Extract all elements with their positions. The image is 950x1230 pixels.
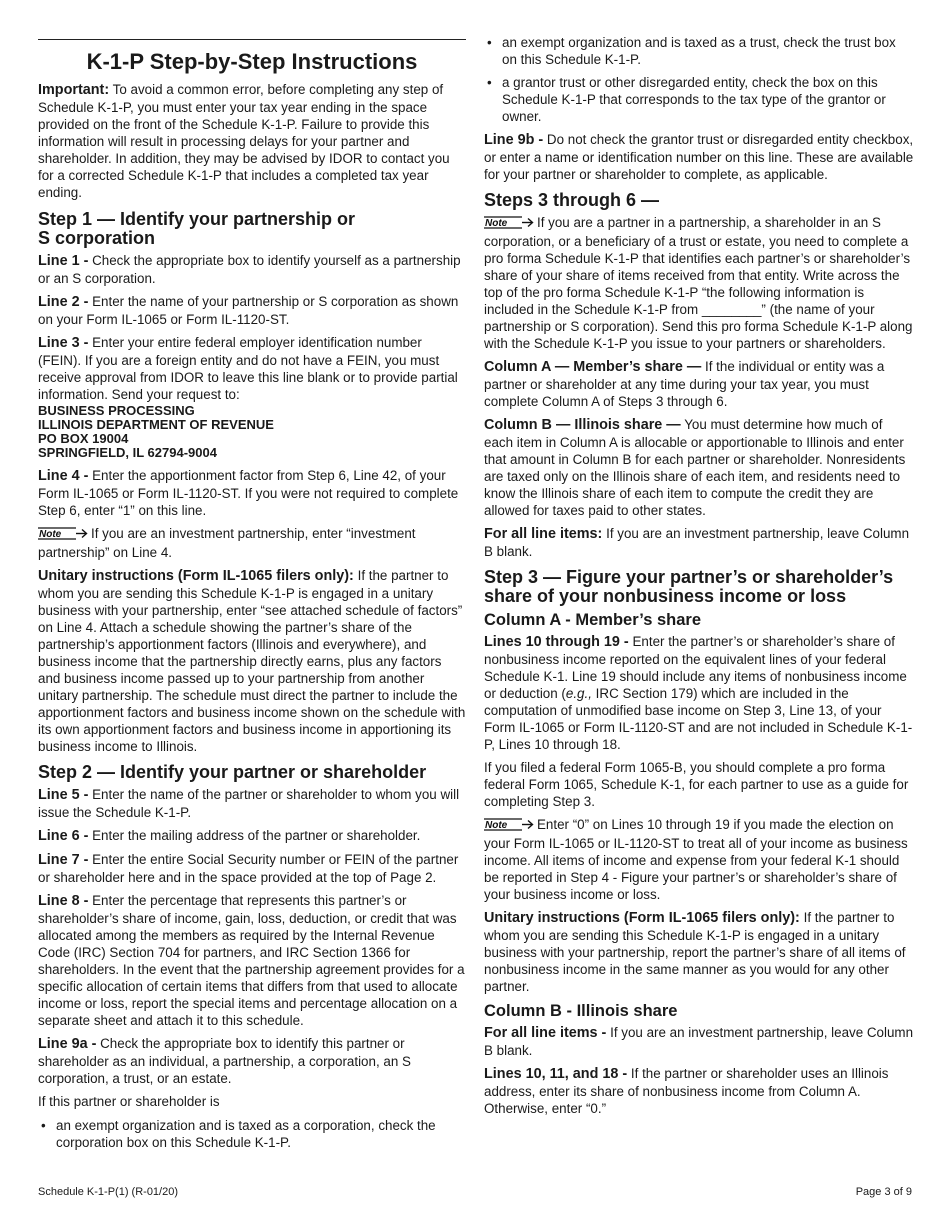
line4-text: Enter the apportionment factor from Step 6, Line 42, of your Form IL-1065 or Form IL-1120-ST. If you were not required to complete Step 6, enter “1” on this line. xyxy=(38,468,459,518)
note-paragraph xyxy=(38,525,466,561)
address-line: SPRINGFIELD, IL 62794-9004 xyxy=(38,445,217,460)
list-item: • an exempt organization and is taxed as a corporation, check the corporation box on this Schedule K-1-P. xyxy=(41,1118,436,1150)
page-title: K-1-P Step-by-Step Instructions xyxy=(86,49,418,74)
step1-heading-line2: S corporation xyxy=(38,228,156,248)
all-items-text: If you are an investment partnership, leave Column B blank. xyxy=(484,526,910,559)
if-paragraph: If this partner or shareholder is xyxy=(38,1094,220,1109)
line5-label: Line 5 - xyxy=(38,787,89,803)
address-line: BUSINESS PROCESSING xyxy=(38,403,195,418)
line3-paragraph xyxy=(38,334,466,403)
line8-label: Line 8 - xyxy=(38,893,89,909)
colA-text: If the individual or entity was a partner or shareholder at any time during your tax year, you must complete Column A of Steps 3 through 6. xyxy=(484,359,885,409)
step3-unitary-text: If the partner to whom you are sending this Schedule K-1-P is engaged in a unitary business with your partnership, report the partner’s share of all items of nonbusiness income in the same manner as you would for any other partner. xyxy=(484,910,906,994)
line9b-label: Line 9b - xyxy=(484,132,544,148)
steps3to6-heading: Steps 3 through 6 — xyxy=(484,190,660,210)
lines10-11-18-paragraph xyxy=(484,1065,914,1117)
all-items-label: For all line items: xyxy=(484,526,603,542)
svg-text:Note: Note xyxy=(39,529,62,540)
right-column xyxy=(484,34,914,1123)
step3-unitary-label: Unitary instructions (Form IL-1065 filers only): xyxy=(484,910,800,926)
lines10-11-18-label: Lines 10, 11, and 18 - xyxy=(484,1066,628,1082)
important-label: Important: xyxy=(38,82,110,98)
line8-text: Enter the percentage that represents this partner’s or shareholder’s share of income, gain, loss, deduction, or credit that was allocated among the members as required by the Internal Revenue Code (IRC) Section 704 for partners, and IRC Section 1366 for shareholders. In the event that the partnership agreement provides for a specific allocation of certain items that differs from that used to allocate income or loss, report the special items and percentage allocation on a separate sheet and attach it to this schedule. xyxy=(38,893,465,1028)
line9b-text: Do not check the grantor trust or disregarded entity checkbox, or enter a name or identification number on this line. These are available for your partner or shareholder to complete, as applicable. xyxy=(484,132,914,182)
step3-unitary-paragraph xyxy=(484,909,914,995)
eg-text: e.g., xyxy=(565,686,592,701)
all-items-paragraph xyxy=(484,525,914,560)
line6-text: Enter the mailing address of the partner or shareholder. xyxy=(92,828,421,843)
bullet-text: an exempt organization and is taxed as a corporation, check the corporation box on this Schedule K-1-P. xyxy=(56,1118,436,1150)
step3-heading-line1: Step 3 — Figure your partner’s or shareholder’s xyxy=(484,567,894,587)
line9a-paragraph xyxy=(38,1035,466,1087)
address-line: PO BOX 19004 xyxy=(38,431,129,446)
line1-label: Line 1 - xyxy=(38,253,89,269)
lines10-19-text-end: IRC Section 179) which are included in the computation of unmodified base income on Step 3, Line 13, of your Form IL-1065 or Form IL-1120-ST and are not included in Schedule K-1-P, Lines 10 through 18. xyxy=(484,686,913,752)
lines10-19-text: Enter the partner’s or shareholder’s share of nonbusiness income reported on the equivalent lines of your federal Schedule K-1. Line 19 should include any items of nonbusiness income or deduction ( xyxy=(484,634,907,701)
bullet-text: an exempt organization and is taxed as a trust, check the trust box on this Schedule K-1-P. xyxy=(502,35,896,67)
bullet-text: a grantor trust or other disregarded entity, check the box on this Schedule K-1-P that corresponds to the tax type of the grantor or owner. xyxy=(502,75,886,124)
lines10-19-label: Lines 10 through 19 - xyxy=(484,634,629,650)
line9a-label: Line 9a - xyxy=(38,1036,97,1052)
step3-all-items-text: If you are an investment partnership, leave Column B blank. xyxy=(484,1025,914,1058)
svg-text:Note: Note xyxy=(485,218,508,229)
step2-heading: Step 2 — Identify your partner or shareholder xyxy=(38,762,427,782)
important-paragraph xyxy=(38,81,466,201)
entity-bullet-list-continued xyxy=(484,34,914,125)
important-text: To avoid a common error, before completing any step of Schedule K-1-P, you must enter your tax year ending in the space provided on the front of the Schedule K-1-P. Failure to provide this information will result in processing delays for your partner and shareholder. In addition, they may be advised by IDOR to contact you for a corrected Schedule K-1-P that includes a completed tax year ending. xyxy=(38,82,450,200)
note-icon xyxy=(484,818,534,835)
address-line: ILLINOIS DEPARTMENT OF REVENUE xyxy=(38,417,274,432)
line4-label: Line 4 - xyxy=(38,468,89,484)
line5-paragraph xyxy=(38,786,466,821)
unitary-paragraph xyxy=(38,567,466,755)
line2-paragraph xyxy=(38,293,466,328)
colB-text: You must determine how much of each item in Column A is allocable or apportionable to Illinois and enter that amount in Column B for each partner or shareholder. Nonresidents are taxed only on the Illinois share of each item, and residents need to know the Illinois share of each item to compute the credit they are allowed for taxes paid to other states. xyxy=(484,417,906,518)
footer-page-number: Page 3 of 9 xyxy=(855,1186,912,1198)
line7-label: Line 7 - xyxy=(38,852,89,868)
line6-label: Line 6 - xyxy=(38,828,89,844)
colA-paragraph xyxy=(484,358,914,410)
mailing-address xyxy=(38,404,466,460)
colA-label: Column A — Member’s share — xyxy=(484,359,702,375)
steps3to6-note-text: If you are a partner in a partnership, a shareholder in an S corporation, or a beneficiary of a trust or estate, you need to complete a pro forma Schedule K-1-P that identifies each partner’s or shareholder’s share of your share of items received from that entity. Write across the top of the pro forma Schedule K-1-P “the following information is included in the Schedule K-1-P from ________” (the name of your partnership or S corporation). Send this pro forma Schedule K-1-P along with the Schedule K-1-P you issue to your partners or shareholders. xyxy=(484,215,913,351)
top-rule xyxy=(38,39,466,40)
line5-text: Enter the name of the partner or shareholder to whom you will issue the Schedule K-1-P. xyxy=(38,787,460,820)
form1065b-paragraph: If you filed a federal Form 1065-B, you should complete a pro forma federal Form 1065, Schedule K-1, for each partner to use as a guide for completing Step 3. xyxy=(484,760,909,809)
note-icon xyxy=(484,216,534,233)
colB-paragraph xyxy=(484,416,914,519)
colA-subheading: Column A - Member’s share xyxy=(484,611,701,629)
line4-paragraph xyxy=(38,467,466,519)
step1-note-text: If you are an investment partnership, enter “investment partnership” on Line 4. xyxy=(38,526,416,560)
step3-note-text: Enter “0” on Lines 10 through 19 if you made the election on your Form IL-1065 or IL-1120-ST to treat all of your income as business income. All items of income and expense from your federal K-1 should be reported in Step 4 - Figure your partner’s or shareholder’s share of your business income or loss. xyxy=(484,817,908,902)
unitary-label: Unitary instructions (Form IL-1065 filers only): xyxy=(38,568,354,584)
step3-all-items-paragraph xyxy=(484,1024,914,1059)
line9b-paragraph xyxy=(484,131,914,183)
left-column xyxy=(38,0,466,1157)
lines10-11-18-text: If the partner or shareholder uses an Illinois address, enter its share of nonbusiness income from Column A. Otherwise, enter “0.” xyxy=(484,1066,889,1116)
line8-paragraph xyxy=(38,892,466,1029)
line7-paragraph xyxy=(38,851,466,886)
line3-label: Line 3 - xyxy=(38,335,89,351)
line2-text: Enter the name of your partnership or S corporation as shown on your Form IL-1065 or Form IL-1120-ST. xyxy=(38,294,459,327)
unitary-text: If the partner to whom you are sending this Schedule K-1-P is engaged in a unitary business with your partnership, enter “see attached schedule of factors” on Line 4. Attach a schedule showing the partner’s share of the partnership’s apportionment factors (Illinois and everywhere), and business income that the partnership directly earns, plus any factors and business income passed up to your partnership from another unitary partnership. The schedule must direct the partner to include the apportionment factors and business income shown on the schedule with its own apportionment factors and business income in apportioning its business income to Illinois. xyxy=(38,568,466,754)
line3-text: Enter your entire federal employer identification number (FEIN). If you are a foreign entity and do not have a FEIN, you must receive approval from IDOR to leave this line blank or to provide partial information. Send your request to: xyxy=(38,335,458,402)
note-paragraph xyxy=(484,816,914,903)
lines10-19-paragraph xyxy=(484,633,914,753)
line6-paragraph xyxy=(38,827,466,845)
note-paragraph xyxy=(484,214,914,352)
line9a-text: Check the appropriate box to identify this partner or shareholder as an individual, a partnership, a corporation, an S corporation, a trust, or an estate. xyxy=(38,1036,411,1086)
footer-form-id: Schedule K-1-P(1) (R-01/20) xyxy=(38,1186,179,1198)
line1-paragraph xyxy=(38,252,466,287)
note-icon xyxy=(38,527,88,544)
colB-label: Column B — Illinois share — xyxy=(484,417,681,433)
list-item: • a grantor trust or other disregarded entity, check the box on this Schedule K-1-P that corresponds to the tax type of the grantor or owner. xyxy=(487,75,886,124)
svg-text:Note: Note xyxy=(485,820,508,831)
step3-heading xyxy=(484,568,914,606)
entity-bullet-list xyxy=(38,1117,466,1151)
step3-all-items-label: For all line items - xyxy=(484,1025,607,1041)
step1-heading xyxy=(38,210,466,248)
step3-heading-line2: share of your nonbusiness income or loss xyxy=(484,586,847,606)
colB-subheading: Column B - Illinois share xyxy=(484,1002,678,1020)
list-item: • an exempt organization and is taxed as a trust, check the trust box on this Schedule K-1-P. xyxy=(487,35,896,67)
line2-label: Line 2 - xyxy=(38,294,89,310)
step1-heading-line1: Step 1 — Identify your partnership or xyxy=(38,209,356,229)
line1-text: Check the appropriate box to identify yourself as a partnership or an S corporation. xyxy=(38,253,461,286)
line7-text: Enter the entire Social Security number or FEIN of the partner or shareholder here and in the space provided at the top of Page 2. xyxy=(38,852,459,885)
